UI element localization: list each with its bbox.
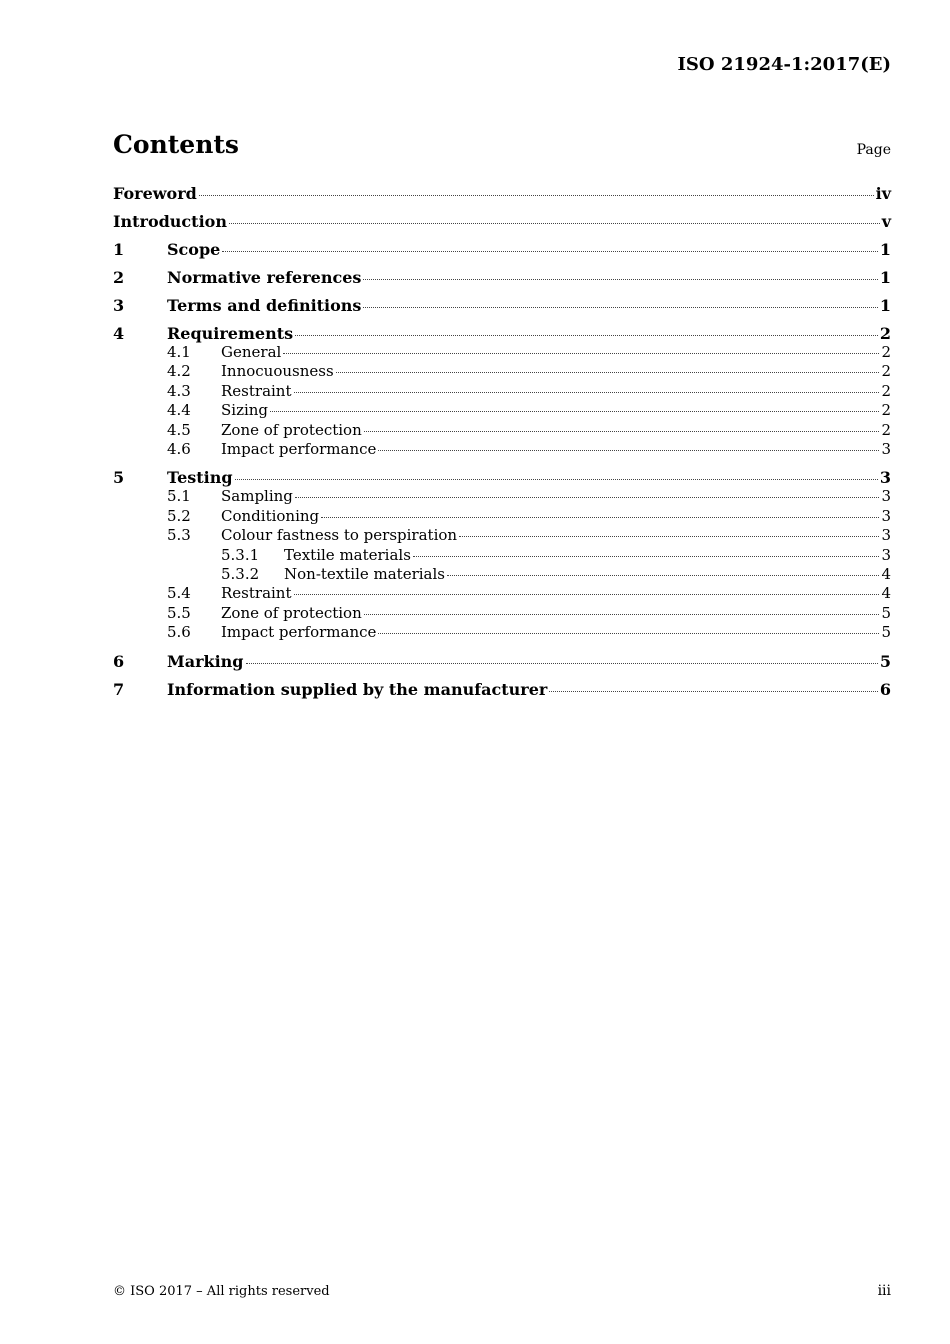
toc-dot-leader bbox=[295, 497, 880, 498]
toc-entry-title: Colour fastness to perspiration bbox=[221, 526, 458, 545]
toc-entry-number: 5.2 bbox=[167, 506, 191, 525]
toc-entry-page: 3 bbox=[881, 487, 891, 506]
toc-entry[interactable] bbox=[113, 362, 891, 381]
toc-entry-page: 2 bbox=[881, 381, 891, 400]
toc-dot-leader bbox=[246, 663, 878, 664]
toc-entry-number: 5.4 bbox=[167, 584, 191, 603]
toc-dot-leader bbox=[222, 251, 878, 252]
toc-entry[interactable] bbox=[113, 240, 891, 259]
document-id: ISO 21924-1:2017(E) bbox=[677, 54, 891, 75]
toc-entry-title: Terms and definitions bbox=[167, 296, 362, 315]
toc-dot-leader bbox=[363, 307, 877, 308]
toc-entry-title: General bbox=[221, 343, 282, 361]
toc-entry[interactable] bbox=[113, 623, 891, 642]
toc-dot-leader bbox=[270, 411, 879, 412]
toc-entry-page: 2 bbox=[879, 324, 891, 343]
toc-entry-page: 6 bbox=[879, 679, 891, 699]
toc-entry-number: 5.3 bbox=[167, 526, 191, 545]
toc-entry-number: 5.6 bbox=[167, 623, 191, 642]
toc-entry[interactable] bbox=[113, 184, 891, 203]
toc-entry-page: 3 bbox=[881, 526, 891, 545]
toc-entry-number: 4.3 bbox=[167, 381, 191, 400]
toc-entry-number: 5.5 bbox=[167, 603, 191, 622]
toc-entry-number: 4.4 bbox=[167, 401, 191, 420]
toc-dot-leader bbox=[294, 594, 880, 595]
toc-entry[interactable] bbox=[113, 652, 891, 671]
toc-entry-number: 1 bbox=[113, 240, 125, 259]
toc-dot-leader bbox=[363, 279, 877, 280]
toc-entry-page: 1 bbox=[879, 240, 891, 259]
toc-dot-leader bbox=[378, 450, 879, 451]
toc-entry-title: Sizing bbox=[221, 401, 269, 420]
toc-entry-title: Conditioning bbox=[221, 506, 320, 525]
toc-entry-title: Marking bbox=[167, 651, 244, 671]
toc-entry-number: 4.5 bbox=[167, 420, 191, 439]
toc-dot-leader bbox=[549, 691, 878, 692]
toc-dot-leader bbox=[459, 536, 879, 537]
toc-entry-page: 3 bbox=[881, 506, 891, 525]
toc-entry[interactable] bbox=[113, 401, 891, 420]
toc-entry[interactable] bbox=[113, 565, 891, 584]
toc-entry-number: 5 bbox=[113, 468, 125, 488]
toc-entry-title: Non-textile materials bbox=[284, 565, 445, 584]
toc-dot-leader bbox=[235, 479, 878, 480]
toc-entry-number: 6 bbox=[113, 651, 125, 671]
toc-entry-page: 5 bbox=[881, 623, 891, 642]
toc-dot-leader bbox=[321, 517, 879, 518]
toc-entry-number: 4.2 bbox=[167, 362, 191, 381]
toc-entry[interactable] bbox=[113, 324, 891, 343]
toc-entry[interactable] bbox=[113, 584, 891, 603]
toc-entry-title: Restraint bbox=[221, 584, 292, 603]
footer-copyright: © ISO 2017 – All rights reserved bbox=[113, 1284, 330, 1299]
page-column-label: Page bbox=[856, 142, 891, 158]
toc-entry-page: 1 bbox=[879, 268, 891, 287]
toc-entry[interactable] bbox=[113, 507, 891, 526]
toc-dot-leader bbox=[364, 431, 880, 432]
toc-dot-leader bbox=[336, 372, 880, 373]
toc-entry[interactable] bbox=[113, 343, 891, 362]
table-of-contents bbox=[113, 184, 891, 699]
toc-entry-page: 3 bbox=[881, 545, 891, 564]
toc-entry-title: Requirements bbox=[167, 324, 294, 343]
toc-entry-page: v bbox=[881, 212, 891, 231]
toc-entry-page: 2 bbox=[881, 401, 891, 420]
toc-entry-page: 4 bbox=[881, 584, 891, 603]
toc-entry[interactable] bbox=[113, 680, 891, 699]
toc-entry-title: Innocuousness bbox=[221, 362, 334, 381]
toc-dot-leader bbox=[283, 353, 879, 354]
toc-entry-number: 2 bbox=[113, 268, 125, 287]
toc-dot-leader bbox=[229, 223, 880, 224]
toc-entry-title: Testing bbox=[167, 468, 233, 488]
toc-entry-page: 4 bbox=[881, 565, 891, 584]
toc-entry-number: 4.1 bbox=[167, 343, 191, 361]
toc-entry-page: 5 bbox=[881, 603, 891, 622]
toc-entry-number: 7 bbox=[113, 679, 125, 699]
toc-entry-number: 5.1 bbox=[167, 487, 191, 506]
toc-dot-leader bbox=[364, 614, 880, 615]
toc-entry-title: Zone of protection bbox=[221, 603, 362, 622]
toc-entry[interactable] bbox=[113, 604, 891, 623]
toc-entry[interactable] bbox=[113, 296, 891, 315]
contents-heading: Contents bbox=[113, 130, 240, 159]
toc-entry-page: 2 bbox=[881, 362, 891, 381]
toc-entry-title: Impact performance bbox=[221, 440, 377, 459]
toc-dot-leader bbox=[413, 556, 880, 557]
toc-entry[interactable] bbox=[113, 546, 891, 565]
toc-entry-page: 1 bbox=[879, 296, 891, 315]
toc-entry-page: iv bbox=[875, 184, 891, 203]
toc-entry-title: Normative references bbox=[167, 268, 362, 287]
toc-entry-title: Sampling bbox=[221, 487, 293, 506]
toc-entry-title: Impact performance bbox=[221, 623, 377, 642]
toc-dot-leader bbox=[294, 392, 880, 393]
toc-entry[interactable] bbox=[113, 382, 891, 401]
toc-entry-number: 3 bbox=[113, 296, 125, 315]
toc-entry-title: Foreword bbox=[113, 184, 197, 203]
toc-dot-leader bbox=[199, 195, 874, 196]
toc-entry-number: 5.3.1 bbox=[221, 545, 260, 564]
footer-page-number: iii bbox=[877, 1283, 891, 1299]
toc-dot-leader bbox=[378, 633, 879, 634]
toc-entry[interactable] bbox=[113, 212, 891, 231]
toc-entry-page: 2 bbox=[881, 420, 891, 439]
toc-entry-title: Restraint bbox=[221, 381, 292, 400]
toc-dot-leader bbox=[447, 575, 879, 576]
toc-entry-title: Introduction bbox=[113, 212, 227, 231]
toc-entry-page: 3 bbox=[881, 440, 891, 459]
toc-entry-number: 5.3.2 bbox=[221, 565, 260, 584]
toc-entry[interactable] bbox=[113, 421, 891, 440]
toc-entry-title: Information supplied by the manufacturer bbox=[167, 679, 548, 699]
toc-entry-page: 2 bbox=[881, 343, 891, 361]
toc-entry-title: Textile materials bbox=[284, 545, 411, 564]
toc-entry-title: Scope bbox=[167, 240, 221, 259]
toc-entry[interactable] bbox=[113, 526, 891, 545]
toc-entry-page: 3 bbox=[879, 468, 891, 488]
toc-dot-leader bbox=[295, 335, 878, 336]
toc-entry-number: 4.6 bbox=[167, 440, 191, 459]
toc-entry[interactable] bbox=[113, 487, 891, 506]
toc-entry-number: 4 bbox=[113, 324, 125, 343]
toc-entry-page: 5 bbox=[879, 651, 891, 671]
toc-entry-title: Zone of protection bbox=[221, 420, 362, 439]
toc-entry[interactable] bbox=[113, 268, 891, 287]
toc-entry[interactable] bbox=[113, 468, 891, 487]
toc-entry[interactable] bbox=[113, 440, 891, 459]
